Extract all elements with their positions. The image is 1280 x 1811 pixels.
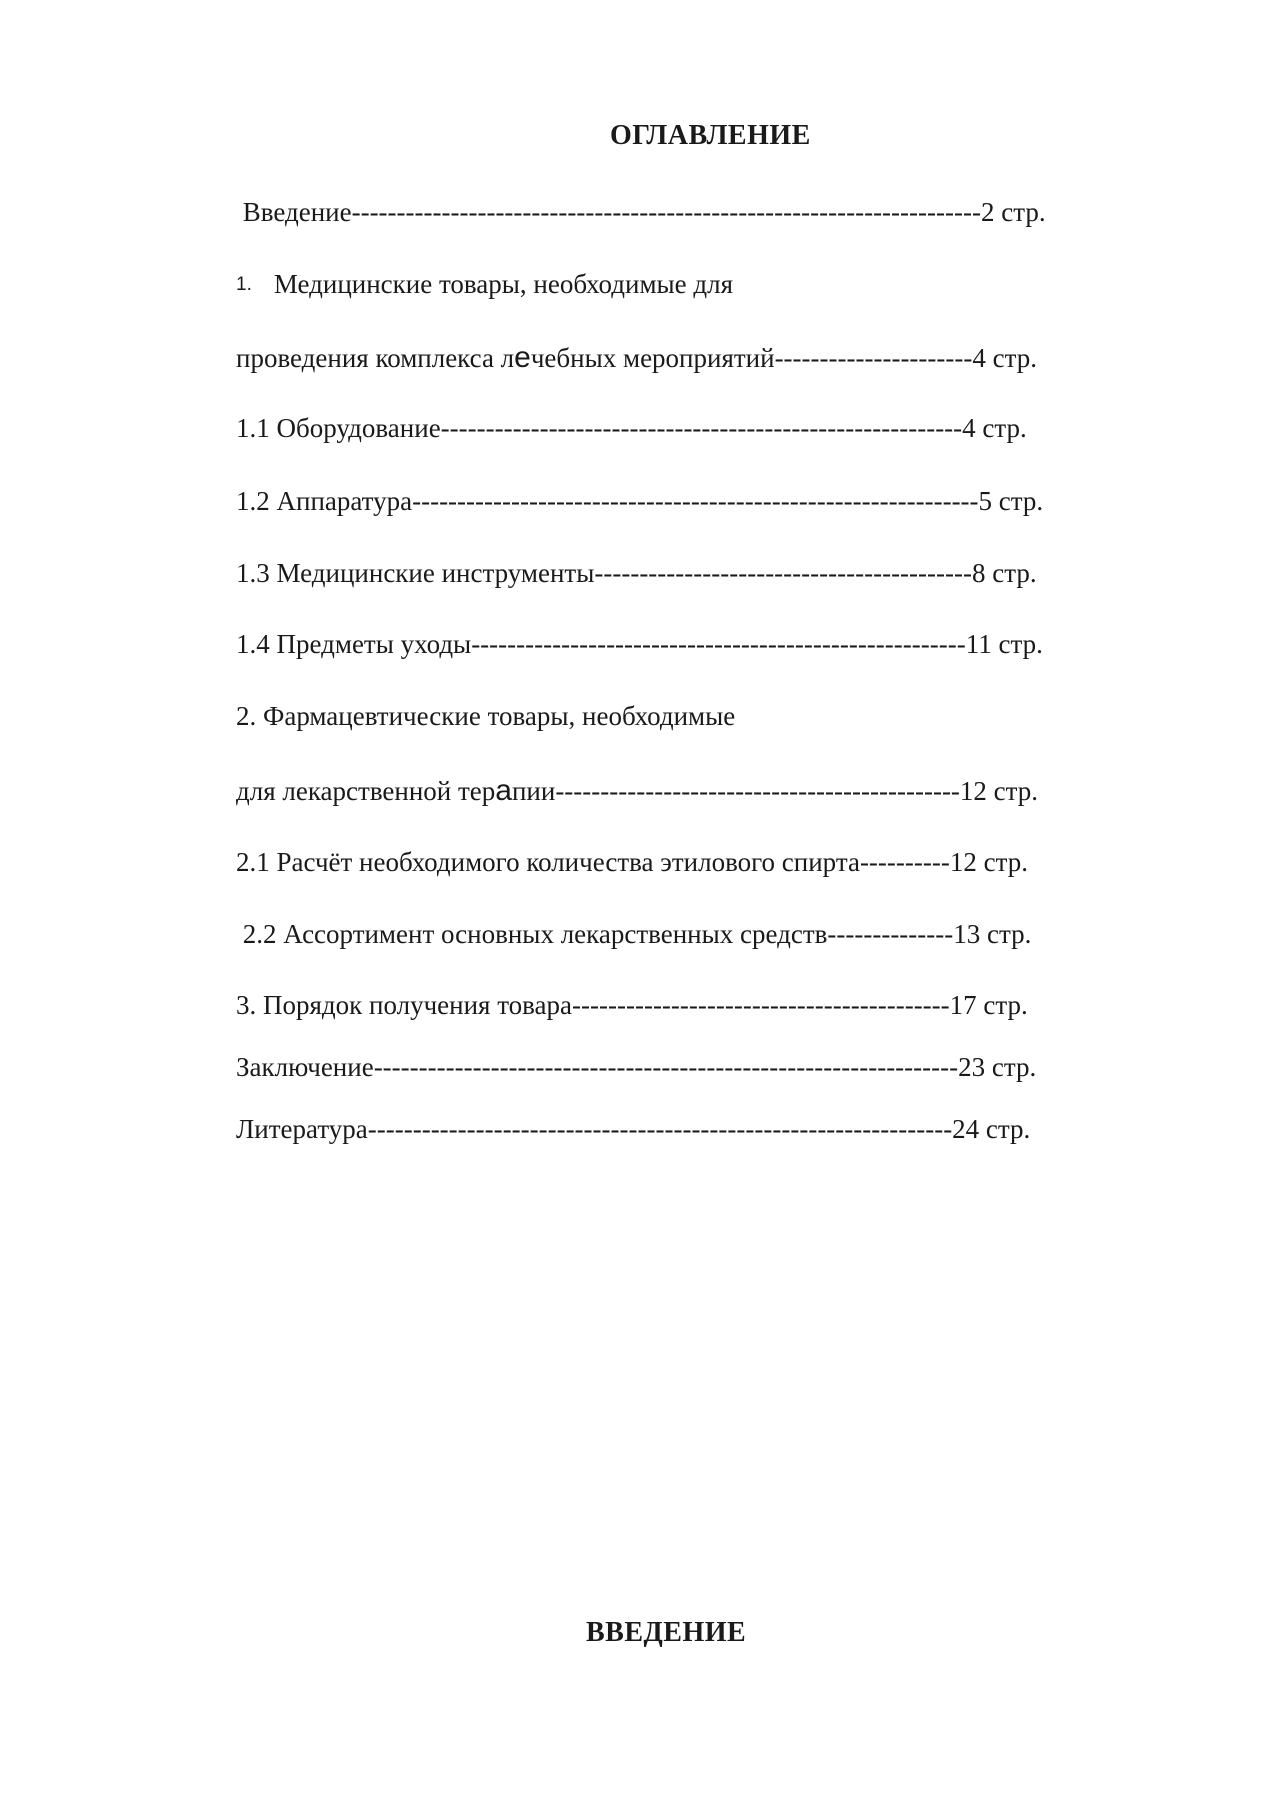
toc-entry-text: 1.4 Предметы уходы-------------------------------------------------------11 стр. xyxy=(236,629,1043,659)
toc-entry-section-1 xyxy=(236,271,733,298)
toc-entry-1-2 xyxy=(236,488,1043,515)
toc-entry-text: проведения комплекса л xyxy=(236,343,515,373)
toc-heading: ОГЛАВЛЕНИЕ xyxy=(610,120,811,151)
toc-entry-section-1-continued xyxy=(236,343,1037,373)
toc-entry-1-3 xyxy=(236,560,1037,587)
toc-entry-2-2 xyxy=(236,921,1031,948)
toc-entry-odd-glyph: а xyxy=(495,774,512,807)
toc-entry-1-1 xyxy=(236,415,1027,442)
toc-entry-literature xyxy=(236,1116,1030,1143)
toc-entry-section-3 xyxy=(236,992,1028,1019)
toc-entry-text: для лекарственной тер xyxy=(236,776,496,806)
toc-entry-text: Введение----------------------------------------------------------------------2 стр. xyxy=(236,197,1046,227)
toc-entry-1-4 xyxy=(236,631,1043,658)
toc-entry-text: 2. Фармацевтические товары, необходимые xyxy=(236,701,736,731)
toc-entry-text: 2.2 Ассортимент основных лекарственных средств--------------13 стр. xyxy=(236,919,1032,949)
toc-entry-text: 1.2 Аппаратура---------------------------------------------------------------5 стр. xyxy=(236,486,1044,516)
toc-entry-text: пии---------------------------------------------12 стр. xyxy=(511,776,1039,806)
toc-entry-odd-glyph: е xyxy=(514,341,531,374)
toc-entry-text: Медицинские товары, необходимые для xyxy=(273,269,734,299)
toc-entry-text: 1.3 Медицинские инструменты------------------------------------------8 стр. xyxy=(236,558,1037,588)
toc-entry-text: чебных мероприятий----------------------4 стр. xyxy=(530,343,1037,373)
toc-entry-text: Заключение-----------------------------------------------------------------23 стр. xyxy=(236,1052,1037,1082)
introduction-heading: ВВЕДЕНИЕ xyxy=(586,1617,747,1648)
toc-entry-number: 1. xyxy=(236,274,252,295)
toc-entry-introduction xyxy=(236,199,1046,226)
toc-entry-2-1 xyxy=(236,849,1028,876)
toc-entry-text: 1.1 Оборудование----------------------------------------------------------4 стр. xyxy=(236,413,1027,443)
toc-entry-section-2 xyxy=(236,703,735,730)
toc-entry-text: 2.1 Расчёт необходимого количества этилового спирта----------12 стр. xyxy=(236,847,1028,877)
toc-entry-section-2-continued xyxy=(236,776,1038,806)
toc-entry-text: 3. Порядок получения товара------------------------------------------17 стр. xyxy=(236,990,1028,1020)
toc-entry-text: Литература-----------------------------------------------------------------24 стр. xyxy=(236,1114,1031,1144)
toc-entry-conclusion xyxy=(236,1054,1036,1081)
